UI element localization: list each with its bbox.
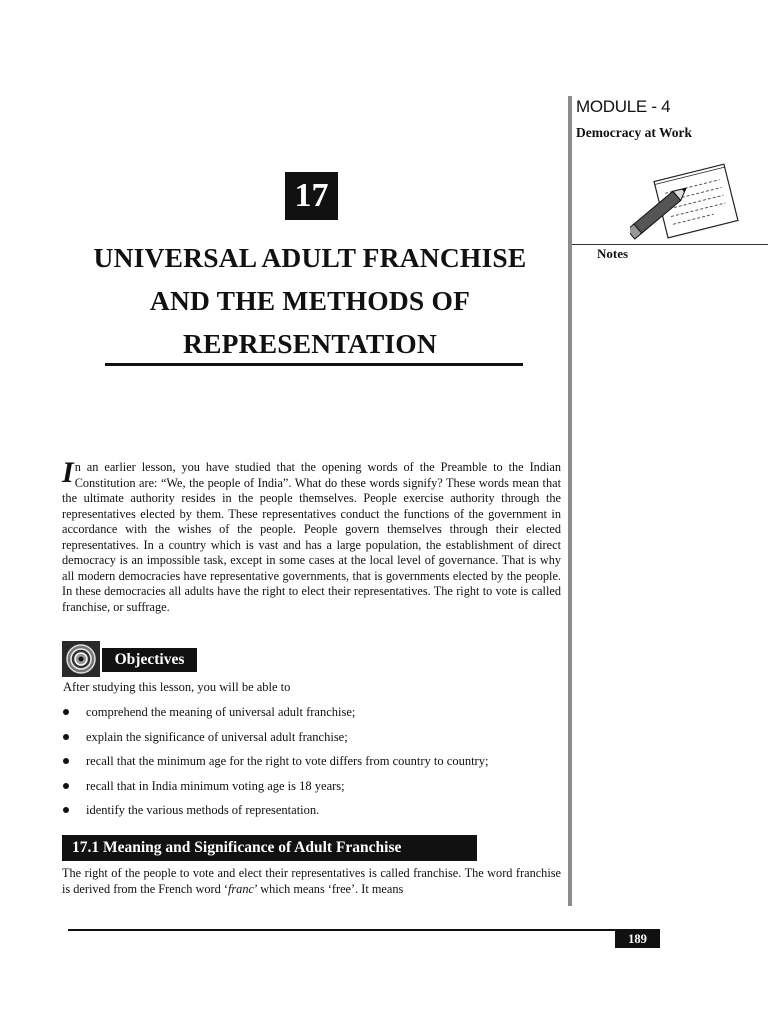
drop-cap: I	[62, 456, 74, 489]
chapter-title	[60, 236, 560, 365]
list-item	[60, 727, 560, 752]
objectives-label: Objectives	[102, 648, 197, 672]
bullet-icon	[63, 783, 69, 789]
margin-rule	[568, 96, 572, 906]
notepad-pencil-icon	[630, 160, 745, 250]
list-item	[60, 776, 560, 801]
bullet-icon	[63, 807, 69, 813]
list-item-text: identify the various methods of representation.	[86, 803, 320, 817]
list-item-text: recall that the minimum age for the right to vote differs from country to country;	[86, 754, 489, 768]
chapter-title-line: UNIVERSAL ADULT FRANCHISE	[93, 242, 527, 273]
list-item-text: explain the significance of universal adult franchise;	[86, 729, 348, 744]
section-heading: 17.1 Meaning and Significance of Adult Franchise	[62, 835, 477, 861]
list-item	[60, 702, 560, 727]
section-text: The right of the people to vote and elect their representatives is called franchise. The word franchise is derived from the French word ‘	[62, 866, 561, 896]
bullet-icon	[63, 709, 69, 715]
target-icon	[62, 641, 100, 677]
chapter-title-line: AND THE METHODS OF	[149, 285, 471, 316]
objectives-list	[60, 702, 560, 825]
bullet-icon	[63, 758, 69, 764]
section-text: ’ which means ‘free’. It means	[253, 881, 404, 896]
section-paragraph	[62, 866, 561, 897]
intro-text: n an earlier lesson, you have studied that the opening words of the Preamble to the Indian Constitution are: “We, the people of India”. What do these words signify? These words mean that the ultimate authority resides in the people themselves. People exercise authority through the representatives elected by them. These representatives conduct the functions of the government in accordance with the wishes of the people. People govern themselves through their elected representatives. In a country which is vast and has a large population, the establishment of direct democracy is an impossible task, except in some cases at the local level of governance. That is why all modern democracies have representative governments, that is governments elected by the people. In these democracies all adults have the right to elect their representatives. The right to vote is called franchise, or suffrage.	[62, 460, 561, 614]
list-item	[60, 751, 560, 776]
list-item-text: comprehend the meaning of universal adult franchise;	[86, 705, 356, 719]
notes-divider	[572, 244, 768, 245]
chapter-number: 17	[285, 172, 338, 220]
list-item-text: recall that in India minimum voting age is 18 years;	[86, 778, 345, 793]
module-subtitle: Democracy at Work	[576, 125, 692, 140]
section-italic-word: franc	[227, 881, 254, 896]
objectives-intro: After studying this lesson, you will be able to	[63, 680, 291, 694]
footer-rule	[68, 929, 660, 931]
list-item	[60, 800, 560, 825]
notes-label: Notes	[597, 246, 629, 261]
chapter-title-line: REPRESENTATION	[183, 328, 437, 359]
title-underline	[105, 363, 523, 366]
page-number: 189	[615, 931, 660, 948]
bullet-icon	[63, 734, 69, 740]
intro-paragraph	[62, 456, 561, 615]
module-title: MODULE - 4	[576, 97, 671, 116]
